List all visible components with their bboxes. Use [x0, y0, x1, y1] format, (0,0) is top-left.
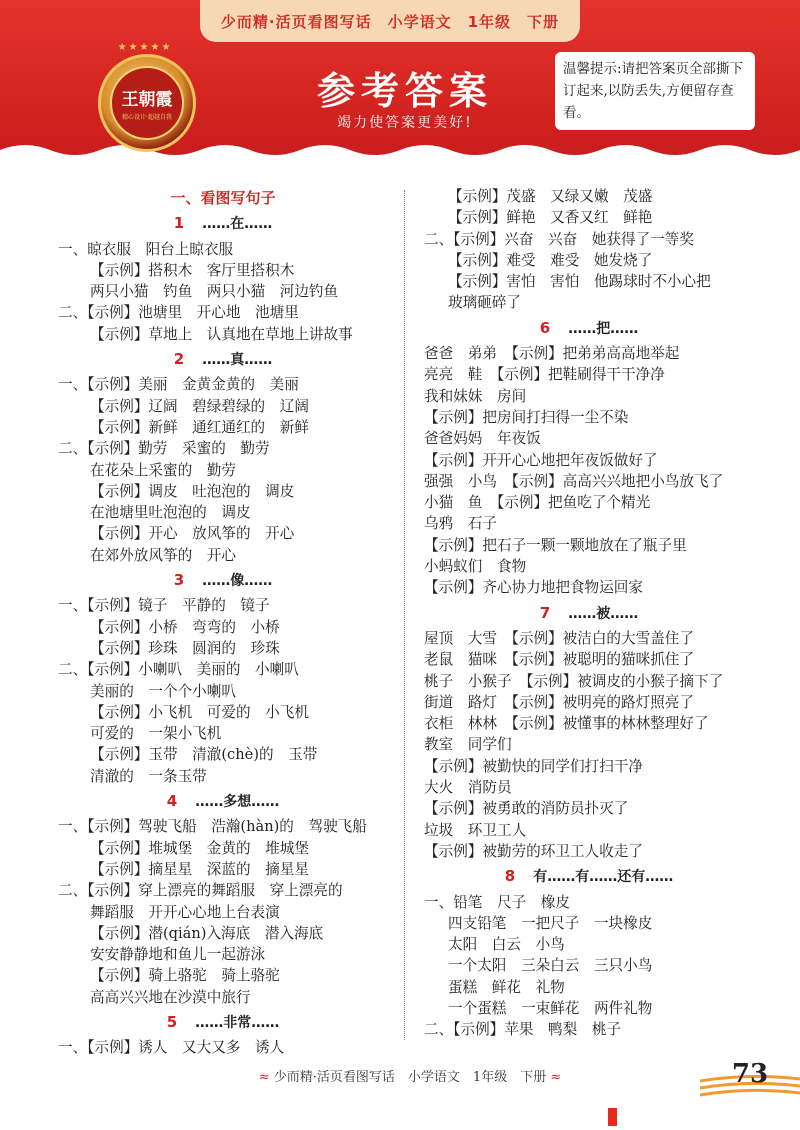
answer-line: 大火 消防员 [424, 779, 512, 797]
series-title-tab: 少而精·活页看图写话 小学语文 1年级 下册 [200, 0, 580, 42]
answer-line: 一、铅笔 尺子 橡皮 [424, 893, 570, 911]
page-number: 73 [731, 1059, 769, 1089]
answer-line: 【示例】骑上骆驼 骑上骆驼 [90, 967, 280, 985]
exercise-number: 2 [173, 350, 185, 369]
footer-text-wrap [230, 1066, 590, 1085]
page-subtitle: 竭力使答案更美好! [337, 115, 473, 131]
exercise-heading [58, 1012, 388, 1034]
answer-line: 小蚂蚁们 食物 [424, 558, 527, 576]
footer-title: 少而精·活页看图写话 小学语文 1年级 下册 [273, 1070, 547, 1085]
page-title: 参考答案 [316, 69, 493, 113]
answer-line: 【示例】珍珠 圆润的 珍珠 [90, 639, 280, 657]
edge-tab-marker [608, 1108, 617, 1126]
left-answer-column [58, 186, 388, 1059]
exercise-heading [424, 866, 754, 888]
logo-text: 王朝霞 [121, 90, 173, 110]
answer-line: 屋顶 大雪 【示例】被洁白的大雪盖住了 [424, 629, 694, 647]
answer-line: 【示例】潜(qián)入海底 潜入海底 [90, 924, 324, 942]
answer-line: 四支铅笔 一把尺子 一块橡皮 [448, 914, 653, 932]
exercise-heading [58, 791, 388, 813]
answer-line: 二、【示例】池塘里 开心地 池塘里 [58, 304, 299, 322]
answer-line: 爸爸妈妈 年夜饭 [424, 430, 541, 448]
answer-line: 【示例】难受 难受 她发烧了 [448, 251, 653, 269]
answer-line: 爸爸 弟弟 【示例】把弟弟高高地举起 [424, 345, 680, 363]
answer-line: 街道 路灯 【示例】被明亮的路灯照亮了 [424, 693, 694, 711]
answer-line: 亮亮 鞋 【示例】把鞋刷得干干净净 [424, 366, 665, 384]
squiggle-icon: ≈ [258, 1070, 270, 1085]
logo-subtext: 精心设计·超越自我 [122, 114, 172, 121]
answer-line: 舞蹈服 开开心心地上台表演 [90, 903, 280, 921]
answer-line: 【示例】害怕 害怕 他踢球时不小心把 [448, 273, 711, 291]
answer-line: 【示例】鲜艳 又香又红 鲜艳 [448, 209, 653, 227]
answer-line: 教室 同学们 [424, 736, 512, 754]
exercise-heading [424, 318, 754, 340]
exercise-heading [58, 349, 388, 371]
answer-line: 【示例】被勤劳的环卫工人收走了 [424, 842, 643, 860]
exercise-pattern: ……非常…… [195, 1014, 280, 1031]
section-heading: 一、看图写句子 [170, 189, 276, 207]
footer [0, 1060, 800, 1090]
answer-line: 【示例】被勤快的同学们打扫干净 [424, 757, 643, 775]
exercise-pattern: ……多想…… [195, 794, 280, 811]
exercise-number: 6 [539, 318, 551, 337]
answer-line: 【示例】小桥 弯弯的 小桥 [90, 618, 280, 636]
column-divider [404, 190, 405, 1040]
brand-logo [98, 54, 196, 152]
answer-line: 二、【示例】穿上漂亮的舞蹈服 穿上漂亮的 [58, 882, 343, 900]
exercise-pattern: ……把…… [568, 320, 639, 337]
answer-line: 二、【示例】兴奋 兴奋 她获得了一等奖 [424, 230, 694, 248]
answer-line: 高高兴兴地在沙漠中旅行 [90, 988, 251, 1006]
answer-line: 【示例】新鲜 通红通红的 新鲜 [90, 418, 309, 436]
answer-line: 【示例】辽阔 碧绿碧绿的 辽阔 [90, 397, 309, 415]
squiggle-icon: ≈ [550, 1070, 562, 1085]
answer-line: 二、【示例】小喇叭 美丽的 小喇叭 [58, 661, 299, 679]
exercise-pattern: ……像…… [202, 573, 273, 590]
answer-line: 安安静静地和鱼儿一起游泳 [90, 946, 266, 964]
exercise-heading [424, 603, 754, 625]
exercise-number: 5 [166, 1012, 178, 1031]
answer-line: 太阳 白云 小鸟 [448, 936, 565, 954]
exercise-heading [58, 570, 388, 592]
answer-line: 【示例】草地上 认真地在草地上讲故事 [90, 325, 353, 343]
answer-line: 【示例】齐心协力地把食物运回家 [424, 579, 643, 597]
answer-line: 【示例】把石子一颗一颗地放在了瓶子里 [424, 536, 687, 554]
answer-line: 一、【示例】诱人 又大又多 诱人 [58, 1039, 285, 1057]
answer-line: 衣柜 林林 【示例】被懂事的林林整理好了 [424, 715, 709, 733]
exercise-heading [58, 213, 388, 235]
exercise-number: 3 [173, 571, 185, 590]
answer-line: 【示例】被勇敢的消防员扑灭了 [424, 800, 629, 818]
answer-line: 一、晾衣服 阳台上晾衣服 [58, 240, 234, 258]
star-decoration-icon: ★★★★★ [117, 42, 173, 53]
answer-line: 【示例】开开心心地把年夜饭做好了 [424, 451, 658, 469]
answer-line: 【示例】茂盛 又绿又嫩 茂盛 [448, 188, 653, 205]
answer-line: 我和妹妹 房间 [424, 387, 527, 405]
right-answer-column [424, 186, 754, 1041]
answer-line: 【示例】小飞机 可爱的 小飞机 [90, 703, 309, 721]
answer-line: 可爱的 一架小飞机 [90, 725, 222, 743]
exercise-number: 1 [173, 214, 185, 233]
answer-line: 【示例】开心 放风筝的 开心 [90, 525, 295, 543]
answer-line: 老鼠 猫咪 【示例】被聪明的猫咪抓住了 [424, 651, 694, 669]
exercise-pattern: ……真…… [202, 352, 273, 369]
answer-line: 一、【示例】驾驶飞船 浩瀚(hàn)的 驾驶飞船 [58, 818, 367, 836]
answer-line: 强强 小鸟 【示例】高高兴兴地把小鸟放飞了 [424, 472, 724, 490]
answer-line: 垃圾 环卫工人 [424, 821, 527, 839]
answer-line: 【示例】玉带 清澈(chè)的 玉带 [90, 746, 318, 764]
answer-line: 【示例】堆城堡 金黄的 堆城堡 [90, 839, 309, 857]
answer-line: 在花朵上采蜜的 勤劳 [90, 461, 236, 479]
answer-line: 一个太阳 三朵白云 三只小鸟 [448, 957, 653, 975]
exercise-pattern: ……在…… [202, 216, 273, 233]
answer-line: 乌鸦 石子 [424, 515, 497, 533]
answer-line: 两只小猫 钓鱼 两只小猫 河边钓鱼 [90, 283, 339, 301]
answer-line: 【示例】把房间打扫得一尘不染 [424, 408, 629, 426]
notice-box: 温馨提示:请把答案页全部撕下订起来,以防丢失,方便留存查看。 [555, 52, 755, 130]
answer-line: 二、【示例】苹果 鸭梨 桃子 [424, 1021, 622, 1039]
answer-line: 小猫 鱼 【示例】把鱼吃了个精光 [424, 494, 651, 512]
answer-line: 【示例】搭积木 客厅里搭积木 [90, 261, 295, 279]
answer-line: 蛋糕 鲜花 礼物 [448, 978, 565, 996]
answer-line: 玻璃砸碎了 [448, 294, 521, 312]
answer-line: 美丽的 一个个小喇叭 [90, 682, 236, 700]
exercise-number: 4 [166, 792, 178, 811]
answer-line: 在池塘里吐泡泡的 调皮 [90, 504, 251, 522]
answer-line: 桃子 小猴子 【示例】被调皮的小猴子摘下了 [424, 672, 724, 690]
answer-line: 二、【示例】勤劳 采蜜的 勤劳 [58, 440, 270, 458]
answer-line: 清澈的 一条玉带 [90, 767, 207, 785]
answer-line: 在郊外放风筝的 开心 [90, 546, 236, 564]
exercise-pattern: ……被…… [568, 605, 639, 622]
answer-line: 一、【示例】美丽 金黄金黄的 美丽 [58, 376, 299, 394]
answer-line: 一个蛋糕 一束鲜花 两件礼物 [448, 999, 653, 1017]
answer-line: 一、【示例】镜子 平静的 镜子 [58, 597, 270, 615]
exercise-number: 8 [504, 867, 516, 886]
answer-line: 【示例】摘星星 深蓝的 摘星星 [90, 860, 309, 878]
exercise-number: 7 [539, 603, 551, 622]
exercise-pattern: 有……有……还有…… [533, 869, 674, 886]
answer-line: 【示例】调皮 吐泡泡的 调皮 [90, 482, 295, 500]
